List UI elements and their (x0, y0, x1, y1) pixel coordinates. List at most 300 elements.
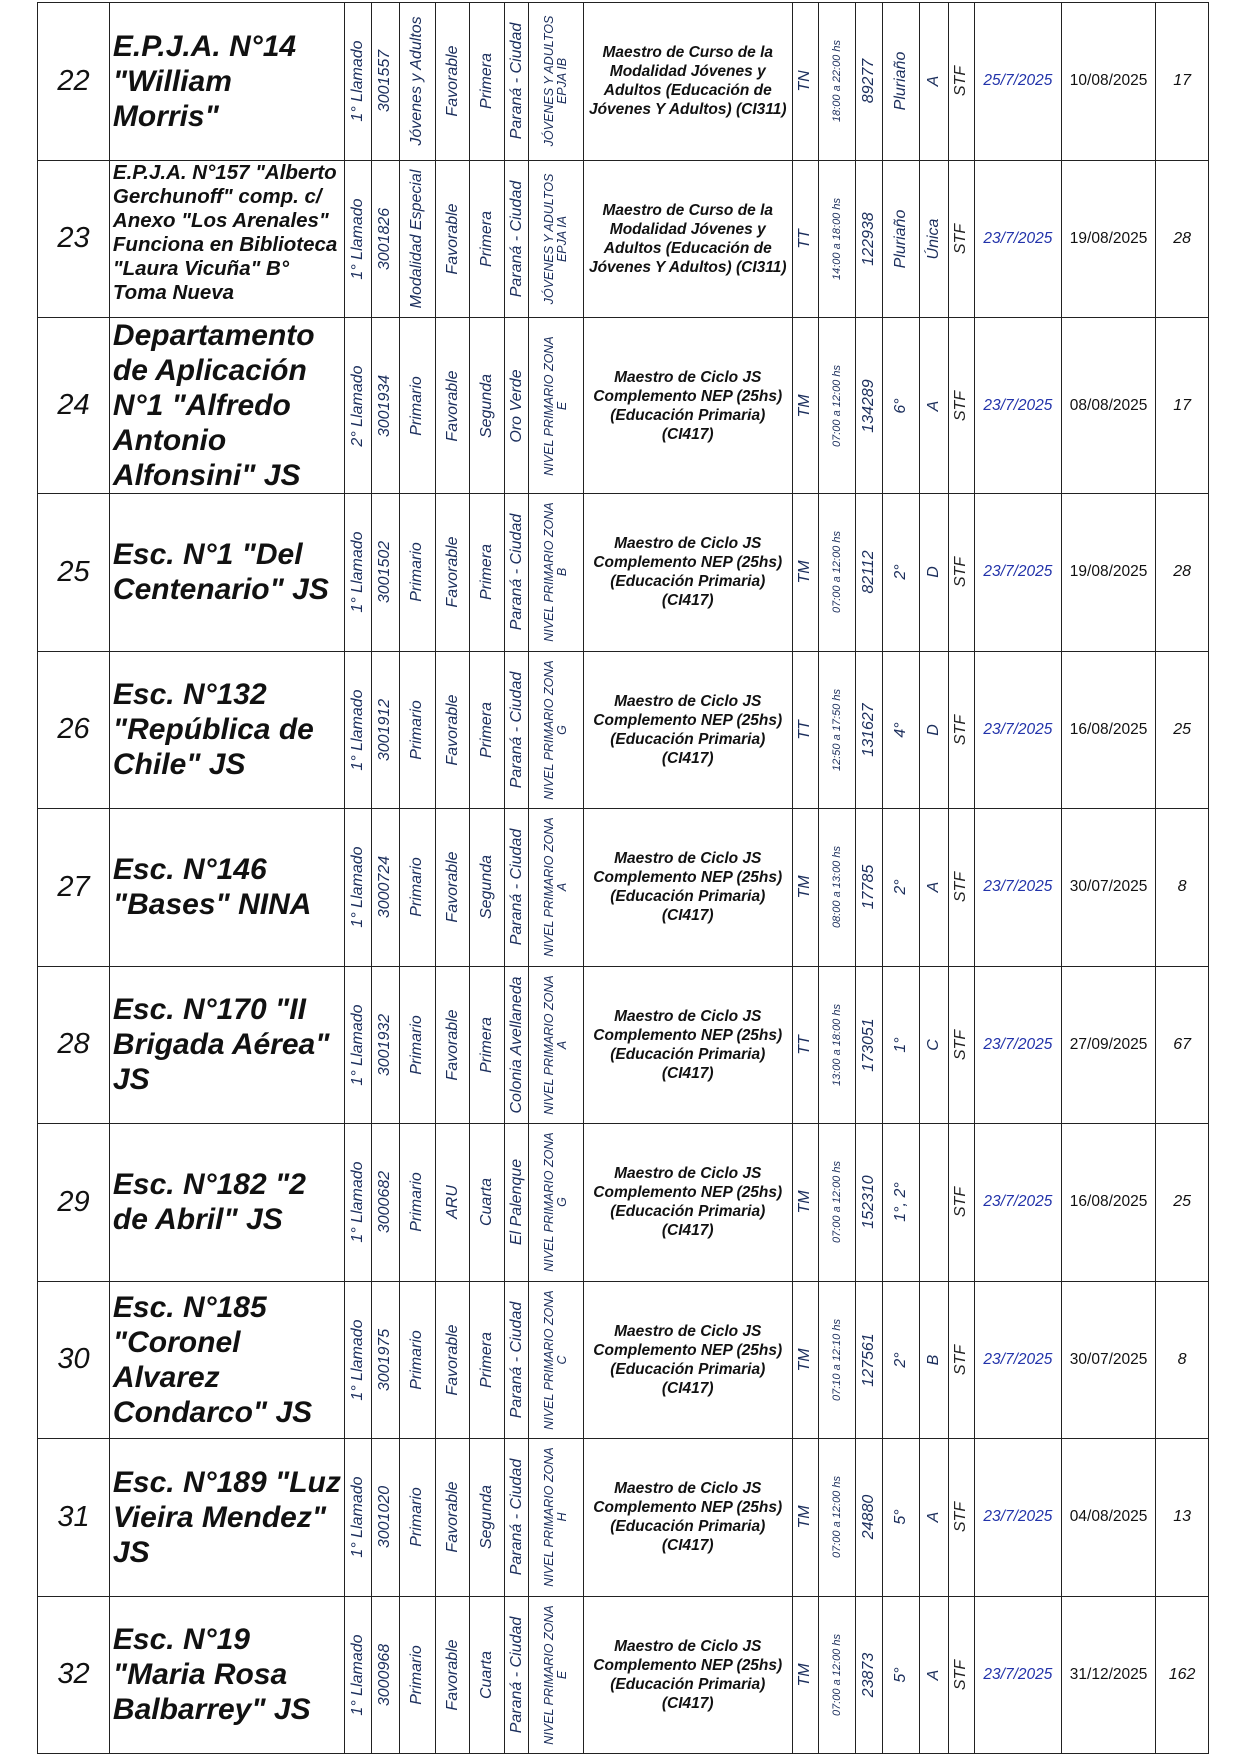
zone-cell (529, 318, 584, 494)
row-number-cell: 23 (38, 160, 110, 318)
row-number-cell: 22 (38, 3, 110, 161)
section-cell (920, 809, 948, 967)
shift-cell (792, 494, 818, 652)
call-number-cell (344, 1124, 371, 1282)
end-date-cell: 04/08/2025 (1061, 1439, 1155, 1597)
schedule: 07:00 a 12:00 hs (831, 1633, 844, 1716)
zone-type: Favorable (443, 369, 461, 442)
grade: 2° (891, 1352, 909, 1368)
cue-code-cell (372, 1439, 399, 1597)
schedule: 14:00 a 18:00 hs (831, 197, 844, 280)
level: Primario (408, 375, 426, 436)
position-code-cell (856, 966, 882, 1124)
locality: Paraná - Ciudad (507, 671, 525, 789)
locality-cell (504, 809, 528, 967)
zone-type: Favorable (443, 45, 461, 117)
position-code: 134289 (860, 378, 878, 433)
start-date-cell: 23/7/2025 (974, 160, 1061, 318)
school-name-cell: Esc. N°1 "Del Centenario" JS (109, 494, 344, 652)
status: STF (952, 390, 970, 421)
start-date-cell: 23/7/2025 (974, 651, 1061, 809)
grade-cell (882, 1439, 919, 1597)
row-number-cell: 26 (38, 651, 110, 809)
cue-code: 3001934 (376, 374, 394, 437)
schedule: 13:00 a 18:00 hs (831, 1003, 844, 1086)
position-title-cell: Maestro de Ciclo JS Complemento NEP (25hs) (Educación Primaria) (CI417) (583, 966, 792, 1124)
level-cell (399, 651, 435, 809)
table-row (38, 1439, 1209, 1597)
call-number-cell (344, 3, 371, 161)
call-number: 1° Llamado (349, 689, 367, 771)
call-number-cell (344, 1439, 371, 1597)
schedule-cell (818, 1439, 855, 1597)
grade-cell (882, 966, 919, 1124)
school-name-cell: Esc. N°189 "Luz Vieira Mendez" JS (109, 1439, 344, 1597)
category: Segunda (478, 373, 496, 438)
end-date-cell: 16/08/2025 (1061, 651, 1155, 809)
schedule-cell (818, 494, 855, 652)
table-row (38, 1596, 1209, 1754)
locality-cell (504, 1596, 528, 1754)
zone-type: Favorable (443, 536, 461, 608)
section: A (924, 1669, 942, 1681)
position-title-cell: Maestro de Ciclo JS Complemento NEP (25hs) (Educación Primaria) (CI417) (583, 1596, 792, 1754)
section-cell (920, 1124, 948, 1282)
call-number-cell (344, 651, 371, 809)
section: C (924, 1038, 942, 1051)
position-title-cell: Maestro de Curso de la Modalidad Jóvenes y Adultos (Educación de Jóvenes Y Adultos) (CI311) (583, 160, 792, 318)
zone-cell (529, 494, 584, 652)
position-code: 122938 (860, 212, 878, 266)
position-code: 17785 (860, 865, 878, 910)
schedule-cell (818, 3, 855, 161)
end-date-cell: 10/08/2025 (1061, 3, 1155, 161)
days-count-cell: 162 (1156, 1596, 1209, 1754)
row-number-cell: 31 (38, 1439, 110, 1597)
zone: JÓVENES Y ADULTOS EPJA IA (542, 173, 570, 305)
zone: NIVEL PRIMARIO ZONA A (542, 817, 570, 957)
section-cell (920, 966, 948, 1124)
zone-type-cell (436, 1124, 470, 1282)
section: D (924, 723, 942, 736)
zone-type-cell (436, 494, 470, 652)
category: Primera (478, 1016, 496, 1073)
schedule-cell (818, 651, 855, 809)
end-date-cell: 30/07/2025 (1061, 809, 1155, 967)
cue-code: 3001912 (376, 698, 394, 761)
section-cell (920, 160, 948, 318)
shift-cell (792, 1596, 818, 1754)
status: STF (952, 1187, 970, 1218)
position-title-cell: Maestro de Curso de la Modalidad Jóvenes y Adultos (Educación de Jóvenes Y Adultos) (CI311) (583, 3, 792, 161)
section: A (924, 1511, 942, 1523)
zone-cell (529, 1124, 584, 1282)
position-title-cell: Maestro de Ciclo JS Complemento NEP (25hs) (Educación Primaria) (CI417) (583, 651, 792, 809)
call-number: 1° Llamado (349, 846, 367, 928)
shift: TT (796, 719, 814, 740)
zone-cell (529, 966, 584, 1124)
position-code: 24880 (860, 1495, 878, 1540)
zone-type-cell (436, 1596, 470, 1754)
grade-cell (882, 1596, 919, 1754)
end-date-cell: 16/08/2025 (1061, 1124, 1155, 1282)
locality: Paraná - Ciudad (507, 513, 525, 631)
status: STF (952, 1344, 970, 1375)
school-name-cell: Esc. N°182 "2 de Abril" JS (109, 1124, 344, 1282)
locality: Paraná - Ciudad (507, 1458, 525, 1576)
schedule: 07:00 a 12:00 hs (831, 1161, 844, 1244)
cue-code-cell (372, 651, 399, 809)
cue-code: 3001502 (376, 541, 394, 604)
level: Primario (408, 1172, 426, 1233)
schedule-cell (818, 1124, 855, 1282)
section-cell (920, 1439, 948, 1597)
level-cell (399, 966, 435, 1124)
grade: 5° (891, 1667, 909, 1683)
schedule: 07:00 a 12:00 hs (831, 1476, 844, 1559)
position-title-cell: Maestro de Ciclo JS Complemento NEP (25hs) (Educación Primaria) (CI417) (583, 1439, 792, 1597)
zone: NIVEL PRIMARIO ZONA B (542, 502, 570, 642)
grade: 5° (891, 1509, 909, 1525)
level-cell (399, 160, 435, 318)
start-date-cell: 23/7/2025 (974, 966, 1061, 1124)
locality-cell (504, 966, 528, 1124)
cue-code: 3001557 (376, 50, 394, 113)
end-date-cell: 31/12/2025 (1061, 1596, 1155, 1754)
cue-code-cell (372, 1124, 399, 1282)
school-name-cell: E.P.J.A. N°14 "William Morris" (109, 3, 344, 161)
category-cell (470, 494, 504, 652)
status: STF (952, 557, 970, 588)
category: Primera (478, 1331, 496, 1388)
level: Jóvenes y Adultos (408, 16, 426, 146)
level: Primario (408, 1329, 426, 1390)
level-cell (399, 318, 435, 494)
shift: TM (796, 1190, 814, 1214)
row-number-cell: 28 (38, 966, 110, 1124)
level: Primario (408, 1644, 426, 1705)
status-cell (948, 809, 974, 967)
call-number-cell (344, 1596, 371, 1754)
status: STF (952, 714, 970, 745)
table-row (38, 3, 1209, 161)
status: STF (952, 872, 970, 903)
section-cell (920, 1596, 948, 1754)
schedule-cell (818, 1596, 855, 1754)
cue-code: 3001826 (376, 207, 394, 270)
level-cell (399, 809, 435, 967)
call-number-cell (344, 318, 371, 494)
cue-code: 3001932 (376, 1013, 394, 1076)
days-count-cell: 28 (1156, 494, 1209, 652)
shift-cell (792, 1439, 818, 1597)
zone-type: Favorable (443, 1009, 461, 1081)
category: Cuarta (478, 1650, 496, 1699)
locality: Paraná - Ciudad (507, 1616, 525, 1734)
section-cell (920, 318, 948, 494)
level-cell (399, 1439, 435, 1597)
table-row (38, 651, 1209, 809)
call-number: 1° Llamado (349, 1476, 367, 1558)
section: A (924, 75, 942, 87)
shift-cell (792, 809, 818, 967)
row-number-cell: 30 (38, 1281, 110, 1439)
table-row (38, 318, 1209, 494)
zone-cell (529, 1281, 584, 1439)
position-code-cell (856, 3, 882, 161)
position-code-cell (856, 1439, 882, 1597)
category: Segunda (478, 1485, 496, 1550)
start-date-cell: 25/7/2025 (974, 3, 1061, 161)
locality-cell (504, 494, 528, 652)
category-cell (470, 3, 504, 161)
schedule: 18:00 a 22:00 hs (831, 40, 844, 123)
grade-cell (882, 494, 919, 652)
status-cell (948, 1439, 974, 1597)
school-name-cell: Esc. N°146 "Bases" NINA (109, 809, 344, 967)
grade-cell (882, 809, 919, 967)
status: STF (952, 1029, 970, 1060)
school-name-cell: Esc. N°185 "Coronel Alvarez Condarco" JS (109, 1281, 344, 1439)
locality: Paraná - Ciudad (507, 1301, 525, 1419)
row-number-cell: 32 (38, 1596, 110, 1754)
call-number-cell (344, 966, 371, 1124)
school-name-cell: E.P.J.A. N°157 "Alberto Gerchunoff" comp. c/ Anexo "Los Arenales" Funciona en Biblioteca "Laura Vicuña" B° Toma Nueva (109, 160, 344, 318)
schedule: 07:00 a 12:00 hs (831, 531, 844, 614)
locality: Paraná - Ciudad (507, 828, 525, 946)
shift: TN (796, 70, 814, 92)
call-number-cell (344, 494, 371, 652)
category-cell (470, 1439, 504, 1597)
locality-cell (504, 1439, 528, 1597)
position-code-cell (856, 160, 882, 318)
schedule-cell (818, 318, 855, 494)
shift: TT (796, 1034, 814, 1055)
table-row (38, 160, 1209, 318)
category-cell (470, 160, 504, 318)
position-code: 152310 (860, 1175, 878, 1229)
grade: Pluriaño (891, 209, 909, 269)
zone-type-cell (436, 966, 470, 1124)
end-date-cell: 19/08/2025 (1061, 160, 1155, 318)
category: Primera (478, 544, 496, 601)
call-number-cell (344, 1281, 371, 1439)
zone: NIVEL PRIMARIO ZONA E (542, 1605, 570, 1745)
grade-cell (882, 1124, 919, 1282)
cue-code-cell (372, 809, 399, 967)
shift-cell (792, 651, 818, 809)
schedule-cell (818, 160, 855, 318)
section: D (924, 566, 942, 579)
shift-cell (792, 3, 818, 161)
position-code: 23873 (860, 1652, 878, 1697)
position-code-cell (856, 1281, 882, 1439)
end-date-cell: 08/08/2025 (1061, 318, 1155, 494)
zone-cell (529, 1439, 584, 1597)
level-cell (399, 3, 435, 161)
zone-type: Favorable (443, 1481, 461, 1553)
zone-type: Favorable (443, 851, 461, 923)
position-title-cell: Maestro de Ciclo JS Complemento NEP (25hs) (Educación Primaria) (CI417) (583, 1281, 792, 1439)
category: Cuarta (478, 1178, 496, 1227)
position-code: 89277 (860, 59, 878, 104)
cue-code-cell (372, 3, 399, 161)
locality: Paraná - Ciudad (507, 22, 525, 140)
section-cell (920, 3, 948, 161)
position-title-cell: Maestro de Ciclo JS Complemento NEP (25hs) (Educación Primaria) (CI417) (583, 318, 792, 494)
status-cell (948, 1124, 974, 1282)
days-count-cell: 8 (1156, 1281, 1209, 1439)
status-cell (948, 494, 974, 652)
status: STF (952, 223, 970, 254)
days-count-cell: 17 (1156, 318, 1209, 494)
days-count-cell: 25 (1156, 1124, 1209, 1282)
category-cell (470, 1124, 504, 1282)
status-cell (948, 318, 974, 494)
category-cell (470, 318, 504, 494)
status: STF (952, 66, 970, 97)
zone-type-cell (436, 160, 470, 318)
cue-code-cell (372, 160, 399, 318)
status-cell (948, 966, 974, 1124)
zone-type: Favorable (443, 1324, 461, 1396)
locality: El Palenque (507, 1159, 525, 1246)
category-cell (470, 651, 504, 809)
zone: NIVEL PRIMARIO ZONA A (542, 975, 570, 1115)
table-row (38, 1281, 1209, 1439)
zone-cell (529, 809, 584, 967)
call-number: 1° Llamado (349, 1319, 367, 1401)
days-count-cell: 8 (1156, 809, 1209, 967)
days-count-cell: 28 (1156, 160, 1209, 318)
grade-cell (882, 651, 919, 809)
status-cell (948, 1596, 974, 1754)
level: Primario (408, 542, 426, 603)
call-number: 1° Llamado (349, 531, 367, 613)
schedule: 07:00 a 12:00 hs (831, 364, 844, 447)
section-cell (920, 651, 948, 809)
shift: TM (796, 875, 814, 899)
school-name-cell: Esc. N°170 "II Brigada Aérea" JS (109, 966, 344, 1124)
status-cell (948, 651, 974, 809)
level: Modalidad Especial (408, 169, 426, 309)
start-date-cell: 23/7/2025 (974, 1439, 1061, 1597)
call-number: 1° Llamado (349, 1634, 367, 1716)
section-cell (920, 1281, 948, 1439)
position-code-cell (856, 318, 882, 494)
cue-code-cell (372, 1596, 399, 1754)
days-count-cell: 67 (1156, 966, 1209, 1124)
shift-cell (792, 160, 818, 318)
level: Primario (408, 699, 426, 760)
call-number: 1° Llamado (349, 1161, 367, 1243)
section: Única (924, 218, 942, 260)
table-row (38, 809, 1209, 967)
row-number-cell: 29 (38, 1124, 110, 1282)
zone-type-cell (436, 651, 470, 809)
zone-type-cell (436, 3, 470, 161)
locality-cell (504, 651, 528, 809)
grade-cell (882, 318, 919, 494)
category: Primera (478, 53, 496, 110)
start-date-cell: 23/7/2025 (974, 809, 1061, 967)
zone-type-cell (436, 1439, 470, 1597)
end-date-cell: 30/07/2025 (1061, 1281, 1155, 1439)
schedule-cell (818, 1281, 855, 1439)
level-cell (399, 494, 435, 652)
position-code: 82112 (860, 550, 878, 594)
shift: TM (796, 1348, 814, 1372)
days-count-cell: 17 (1156, 3, 1209, 161)
grade: 4° (891, 722, 909, 738)
locality-cell (504, 318, 528, 494)
zone-type: Favorable (443, 203, 461, 275)
cue-code-cell (372, 1281, 399, 1439)
cue-code-cell (372, 494, 399, 652)
shift: TM (796, 1663, 814, 1687)
position-code: 131627 (860, 703, 878, 757)
grade: 1° (891, 1037, 909, 1053)
locality: Oro Verde (507, 368, 525, 443)
shift-cell (792, 1124, 818, 1282)
grade: 6° (891, 397, 909, 414)
level-cell (399, 1596, 435, 1754)
locality: Paraná - Ciudad (507, 180, 525, 298)
table-row (38, 1124, 1209, 1282)
table-row (38, 494, 1209, 652)
zone-type: Favorable (443, 694, 461, 766)
cue-code: 3000968 (376, 1643, 394, 1706)
zone: JÓVENES Y ADULTOS EPJA IB (542, 15, 570, 147)
status-cell (948, 1281, 974, 1439)
row-number-cell: 25 (38, 494, 110, 652)
locality-cell (504, 160, 528, 318)
position-code: 173051 (860, 1018, 878, 1072)
grade-cell (882, 160, 919, 318)
shift: TM (796, 560, 814, 584)
grade: 2° (891, 564, 909, 580)
zone: NIVEL PRIMARIO ZONA G (542, 660, 570, 800)
section-cell (920, 494, 948, 652)
position-code-cell (856, 809, 882, 967)
zone-cell (529, 3, 584, 161)
level: Primario (408, 857, 426, 918)
call-number: 1° Llamado (349, 1004, 367, 1086)
schedule-cell (818, 966, 855, 1124)
level-cell (399, 1124, 435, 1282)
start-date-cell: 23/7/2025 (974, 1281, 1061, 1439)
level: Primario (408, 1014, 426, 1075)
locality-cell (504, 1281, 528, 1439)
locality-cell (504, 1124, 528, 1282)
category: Segunda (478, 855, 496, 920)
position-code-cell (856, 651, 882, 809)
shift-cell (792, 966, 818, 1124)
locality-cell (504, 3, 528, 161)
days-count-cell: 25 (1156, 651, 1209, 809)
row-number-cell: 27 (38, 809, 110, 967)
call-number-cell (344, 160, 371, 318)
start-date-cell: 23/7/2025 (974, 1596, 1061, 1754)
position-title-cell: Maestro de Ciclo JS Complemento NEP (25hs) (Educación Primaria) (CI417) (583, 809, 792, 967)
cue-code-cell (372, 318, 399, 494)
row-number-cell: 24 (38, 318, 110, 494)
status-cell (948, 3, 974, 161)
level-cell (399, 1281, 435, 1439)
category: Primera (478, 210, 496, 267)
schedule: 12:50 a 17:50 hs (831, 688, 844, 771)
zone-type-cell (436, 1281, 470, 1439)
